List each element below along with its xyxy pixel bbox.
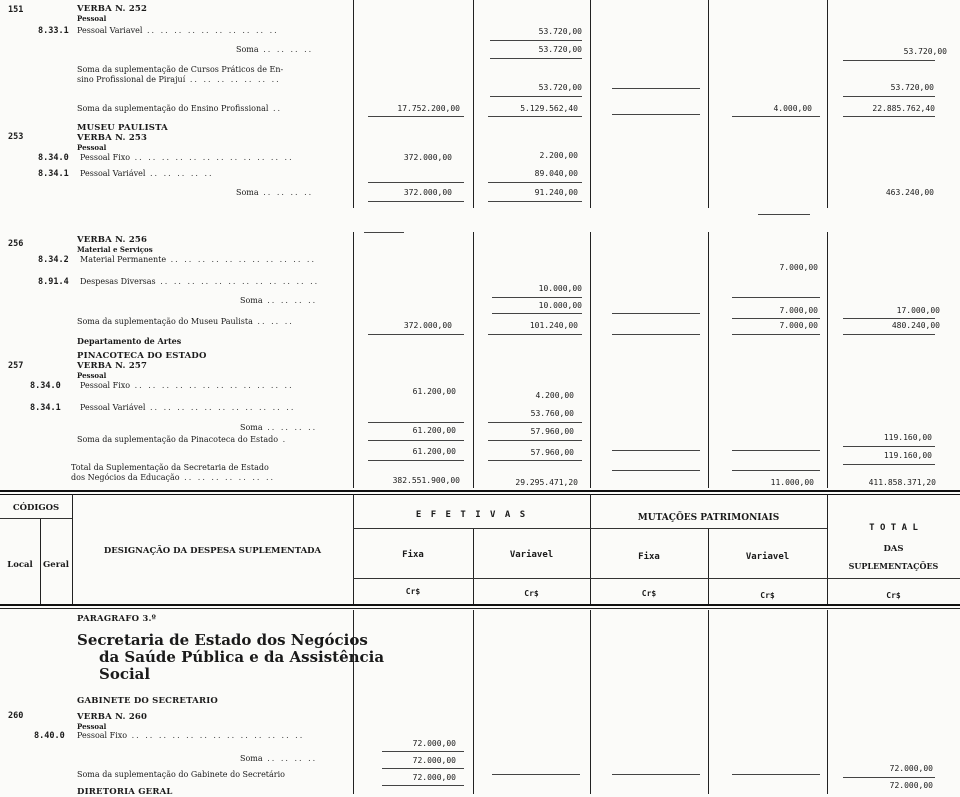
value-fixa: 372.000,00 (403, 153, 452, 162)
col-rule (590, 494, 591, 604)
sum-rule (488, 334, 582, 335)
verba-sub: Pessoal (77, 371, 107, 380)
value-total: 119.160,00 (883, 433, 932, 442)
value-total: 119.160,00 (883, 451, 932, 460)
row-label: Pessoal Variável .. .. .. .. .. .. .. .. .. .. .. (80, 403, 296, 412)
value-fixa: 72.000,00 (412, 773, 456, 782)
efetivas-header: E F E T I V A S (415, 510, 528, 520)
value-var: 57.960,00 (530, 448, 574, 457)
sum-rule (490, 96, 582, 97)
sum-rule (368, 182, 464, 183)
soma-label: sino Profissional de Pirajuí .. .. .. .. .. .. .. (77, 75, 281, 84)
col-rule (473, 610, 474, 794)
sum-rule (488, 440, 582, 441)
value-fixa: 372.000,00 (403, 321, 452, 330)
soma-label: Soma .. .. .. .. (240, 296, 318, 305)
sum-rule (488, 422, 582, 423)
col-rule (353, 0, 354, 208)
value-total: 53.720,00 (890, 83, 934, 92)
row-label: Pessoal Fixo .. .. .. .. .. .. .. .. .. .. .. .. (80, 381, 294, 390)
col-rule (708, 232, 709, 488)
verba-heading: VERBA N. 252 (77, 4, 148, 14)
value-fixa: 372.000,00 (403, 188, 452, 197)
fixa-header: Fixa (402, 550, 424, 560)
sum-rule (732, 297, 820, 298)
geral-header: Geral (43, 560, 69, 570)
verba-sub: Material e Serviços (77, 245, 153, 254)
value-var: 89.040,00 (534, 169, 578, 178)
row-label: Pessoal Fixo .. .. .. .. .. .. .. .. .. .. .. .. (80, 153, 294, 162)
sum-rule (368, 201, 464, 202)
secretariat-title: Social (99, 665, 151, 683)
col-rule (473, 0, 474, 208)
sum-rule (612, 774, 700, 775)
currency-label: Cr$ (405, 587, 421, 596)
secretariat-title: Secretaria de Estado dos Negócios (77, 631, 368, 649)
col-rule (708, 0, 709, 208)
header-rule (0, 494, 960, 495)
sum-rule (492, 297, 582, 298)
sum-rule (368, 422, 464, 423)
sum-rule (382, 785, 464, 786)
value-var: 53.760,00 (530, 409, 574, 418)
sum-rule (490, 40, 582, 41)
soma-label: Soma .. .. .. .. (236, 188, 314, 197)
sum-rule (488, 201, 582, 202)
value-total: 53.720,00 (903, 47, 947, 56)
sum-rule (488, 460, 582, 461)
value-var: 29.295.471,20 (515, 478, 578, 487)
header-rule (353, 578, 960, 579)
sum-rule (843, 334, 935, 335)
header-rule (353, 528, 827, 529)
sum-rule (843, 464, 935, 465)
fixa-header: Fixa (638, 552, 660, 562)
sum-rule (732, 318, 820, 319)
value-var: 10.000,00 (538, 284, 582, 293)
verba-heading: MUSEU PAULISTA (77, 123, 168, 133)
secretariat-title: da Saúde Pública e da Assistência (99, 648, 385, 666)
value-var: 91.240,00 (534, 188, 578, 197)
value-var: 53.720,00 (538, 83, 582, 92)
local-header: Local (7, 560, 33, 570)
value-fixa: 72.000,00 (412, 739, 456, 748)
row-label: Pessoal Variavel .. .. .. .. .. .. .. .. .. .. (77, 26, 279, 35)
variavel-header: Variavel (745, 552, 790, 562)
value-var: 57.960,00 (530, 427, 574, 436)
sum-rule (732, 470, 820, 471)
value-fixa: 17.752.200,00 (397, 104, 460, 113)
col-rule (590, 232, 591, 488)
sum-rule (368, 460, 464, 461)
row-code: 8.33.1 (38, 26, 69, 36)
sum-rule (368, 440, 464, 441)
row-label: Material Permanente .. .. .. .. .. .. .. .. .. .. .. (80, 255, 317, 264)
col-rule (708, 610, 709, 794)
verba-heading: PINACOTECA DO ESTADO (77, 351, 207, 361)
value-total: 72.000,00 (889, 781, 933, 790)
header-rule (0, 608, 960, 609)
value-total: 463.240,00 (885, 188, 934, 197)
sum-rule (843, 96, 935, 97)
col-rule (827, 0, 828, 208)
value-mp-var: 7.000,00 (779, 321, 818, 330)
value-total: 17.000,00 (896, 306, 940, 315)
verba-heading: VERBA N. 256 (77, 235, 148, 245)
item-number: 256 (8, 239, 24, 249)
sum-rule (732, 774, 820, 775)
total-label: dos Negócios da Educação .. .. .. .. .. .. .. (71, 473, 276, 482)
value-var: 5.129.562,40 (520, 104, 578, 113)
sum-rule (843, 446, 935, 447)
value-fixa: 61.200,00 (412, 426, 456, 435)
sum-rule (488, 116, 582, 117)
value-fixa: 382.551.900,00 (392, 476, 460, 485)
verba-sub: Pessoal (77, 143, 107, 152)
value-var: 53.720,00 (538, 27, 582, 36)
row-label: Pessoal Variável .. .. .. .. .. (80, 169, 214, 178)
value-mp-var: 7.000,00 (779, 263, 818, 272)
soma-label: Soma .. .. .. .. (240, 423, 318, 432)
sum-rule (488, 182, 582, 183)
sum-rule (492, 313, 582, 314)
soma-label: Soma .. .. .. .. (236, 45, 314, 54)
value-var: 2.200,00 (539, 151, 578, 160)
verba-heading: VERBA N. 253 (77, 133, 148, 143)
value-var: 10.000,00 (538, 301, 582, 310)
row-label: Pessoal Fixo .. .. .. .. .. .. .. .. .. .. .. .. .. (77, 731, 305, 740)
soma-label: Soma da suplementação do Gabinete do Secretário (77, 770, 285, 779)
row-code: 8.34.0 (38, 153, 69, 163)
row-code: 8.34.0 (30, 381, 61, 391)
sum-rule (612, 114, 700, 115)
row-label: Despesas Diversas .. .. .. .. .. .. .. .. .. .. .. .. (80, 277, 320, 286)
soma-label: Soma .. .. .. .. (240, 754, 318, 763)
soma-label: Soma da suplementação da Pinacoteca do Estado . (77, 435, 288, 444)
designacao-header: DESIGNAÇÃO DA DESPESA SUPLEMENTADA (103, 546, 322, 556)
row-code: 8.40.0 (34, 731, 65, 741)
value-mp-var: 11.000,00 (770, 478, 814, 487)
sum-rule (732, 450, 820, 451)
value-total: 72.000,00 (889, 764, 933, 773)
total-header: SUPLEMENTAÇÕES (848, 561, 939, 571)
soma-label: Soma da suplementação do Ensino Profissional .. (77, 104, 283, 113)
col-rule (590, 0, 591, 208)
item-number: 151 (8, 5, 24, 15)
sum-rule (368, 116, 464, 117)
currency-label: Cr$ (886, 591, 901, 600)
row-code: 8.34.2 (38, 255, 69, 265)
value-var: 53.720,00 (538, 45, 582, 54)
total-header: DAS (883, 544, 904, 554)
codigos-header: CÓDIGOS (12, 503, 60, 513)
value-fixa: 61.200,00 (412, 447, 456, 456)
verba-heading: VERBA N. 260 (77, 712, 148, 722)
sum-rule (492, 774, 580, 775)
value-fixa: 61.200,00 (412, 387, 456, 396)
col-rule (473, 232, 474, 488)
value-total: 22.885.762,40 (872, 104, 935, 113)
sum-rule (843, 116, 935, 117)
header-rule (0, 518, 72, 519)
sum-rule (612, 334, 700, 335)
row-code: 8.34.1 (38, 169, 69, 179)
sum-rule (490, 58, 582, 59)
sum-rule (758, 214, 810, 215)
header-rule (0, 604, 960, 606)
section-heading: GABINETE DO SECRETARIO (77, 696, 218, 706)
sum-rule (382, 768, 464, 769)
sum-rule (612, 313, 700, 314)
sum-rule (368, 334, 464, 335)
sum-rule (843, 777, 935, 778)
variavel-header: Variavel (509, 550, 554, 560)
verba-heading: VERBA N. 257 (77, 361, 148, 371)
sum-rule (612, 470, 700, 471)
item-number: 257 (8, 361, 24, 371)
sum-rule (732, 116, 820, 117)
value-var: 101.240,00 (529, 321, 578, 330)
col-rule (827, 232, 828, 488)
soma-label: Soma da suplementação do Museu Paulista .. .. .. (77, 317, 294, 326)
currency-label: Cr$ (641, 589, 657, 598)
mutacoes-header: MUTAÇÕES PATRIMONIAIS (637, 513, 780, 523)
value-total: 411.858.371,20 (868, 478, 936, 487)
sum-rule (382, 751, 464, 752)
total-header: T O T A L (869, 523, 918, 533)
col-rule (590, 610, 591, 794)
value-total: 480.240,00 (891, 321, 940, 330)
currency-label: Cr$ (760, 591, 775, 600)
verba-sub: Pessoal (77, 722, 107, 731)
paragraph-heading: PARAGRAFO 3.º (77, 614, 157, 624)
value-fixa: 72.000,00 (412, 756, 456, 765)
sum-rule (732, 334, 820, 335)
section-heading: DIRETORIA GERAL (77, 787, 173, 797)
row-code: 8.91.4 (38, 277, 69, 287)
sum-rule (843, 318, 935, 319)
sum-rule (843, 60, 935, 61)
sum-rule (612, 88, 700, 89)
row-code: 8.34.1 (30, 403, 61, 413)
value-var: 4.200,00 (535, 391, 574, 400)
soma-label: Soma da suplementação de Cursos Práticos de En- (77, 65, 284, 74)
sum-rule (612, 450, 700, 451)
value-mp-var: 4.000,00 (773, 104, 812, 113)
total-label: Total da Suplementação da Secretaria de Estado (71, 463, 269, 472)
sum-rule (364, 232, 404, 233)
verba-sub: Pessoal (77, 14, 107, 23)
department-heading: Departamento de Artes (77, 336, 182, 346)
currency-label: Cr$ (524, 589, 539, 598)
col-rule (827, 610, 828, 794)
value-mp-var: 7.000,00 (779, 306, 818, 315)
col-rule (353, 232, 354, 488)
item-number: 253 (8, 132, 24, 142)
item-number: 260 (8, 711, 24, 721)
header-rule (0, 490, 960, 492)
